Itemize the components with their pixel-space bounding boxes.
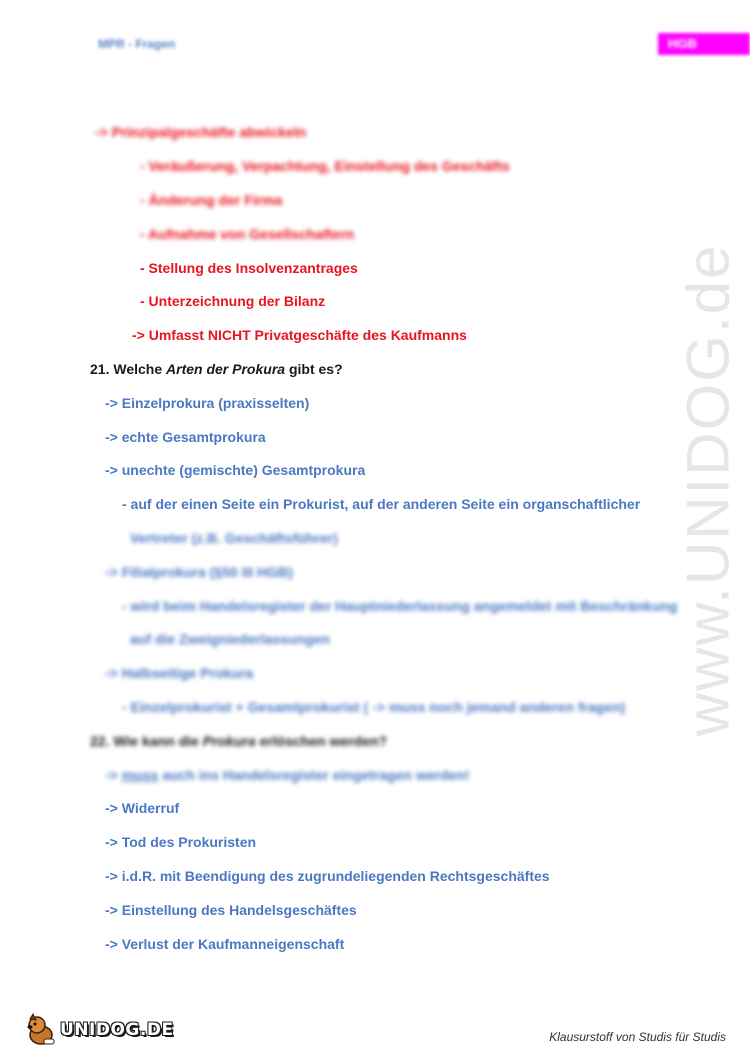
answer-line: -> Halbseitige Prokura [105, 665, 254, 681]
unidog-logo[interactable] [24, 1012, 174, 1048]
answer-line: -> Tod des Prokuristen [105, 834, 257, 850]
header-tag: HGB [658, 33, 750, 55]
answer-line [105, 766, 470, 784]
answer-line: -> Einstellung des Handelsgeschäftes [105, 902, 357, 918]
footer-tagline: Klausurstoff von Studis für Studis [549, 1030, 726, 1044]
dog-icon [24, 1013, 58, 1047]
watermark: www.UNIDOG.de [674, 243, 742, 737]
answer-line: - Einzelprokurist + Gesamtprokurist ( -> muss noch jemand anderen fragen) [122, 699, 626, 715]
answer-line: -> Widerruf [105, 800, 180, 816]
answer-line: -> Einzelprokura (praxisselten) [105, 395, 310, 411]
question-emphasis: Prokura [202, 733, 256, 749]
answer-arrow: -> [105, 767, 122, 783]
answer-underlined: muss [121, 767, 159, 783]
bullet-line: - Änderung der Firma [140, 192, 283, 208]
question-number: 22. Wie kann die [90, 733, 203, 749]
logo-text: UNIDOG.DE [60, 1020, 174, 1040]
answer-line: -> Verlust der Kaufmanneigenschaft [105, 936, 345, 952]
question-rest: gibt es? [285, 361, 343, 377]
answer-line: -> Filialprokura (§50 III HGB) [105, 564, 293, 580]
bullet-line: - Veräußerung, Verpachtung, Einstellung des Geschäfts [140, 158, 510, 174]
question-number: 21. Welche [90, 361, 167, 377]
question-rest: erlöschen werden? [255, 733, 388, 749]
bullet-line: - Unterzeichnung der Bilanz [140, 293, 326, 309]
answer-line: - auf der einen Seite ein Prokurist, auf der anderen Seite ein organschaftlicher [122, 496, 641, 512]
question-22 [90, 732, 387, 750]
answer-line: auf die Zweigniederlassungen [130, 631, 330, 647]
question-emphasis: Arten der Prokura [166, 361, 286, 377]
answer-line: -> i.d.R. mit Beendigung des zugrundeliegenden Rechtsgeschäftes [105, 868, 550, 884]
answer-text: auch ins Handelsregister eingetragen werden! [158, 767, 470, 783]
bullet-line: -> Umfasst NICHT Privatgeschäfte des Kaufmanns [132, 327, 467, 343]
answer-line: Vertreter (z.B. Geschäftsführer) [130, 530, 338, 546]
question-21 [90, 360, 343, 378]
header-title: MPR - Fragen [98, 37, 176, 51]
bullet-line: -> Prinzipalgeschäfte abwickeln [95, 124, 307, 140]
answer-line: - wird beim Handelsregister der Hauptniederlassung angemeldet mit Beschränkung [122, 598, 678, 614]
bullet-line: - Aufnahme von Gesellschaftern [140, 226, 355, 242]
bullet-line: - Stellung des Insolvenzantrages [140, 260, 358, 276]
answer-line: -> unechte (gemischte) Gesamtprokura [105, 462, 366, 478]
answer-line: -> echte Gesamtprokura [105, 429, 266, 445]
